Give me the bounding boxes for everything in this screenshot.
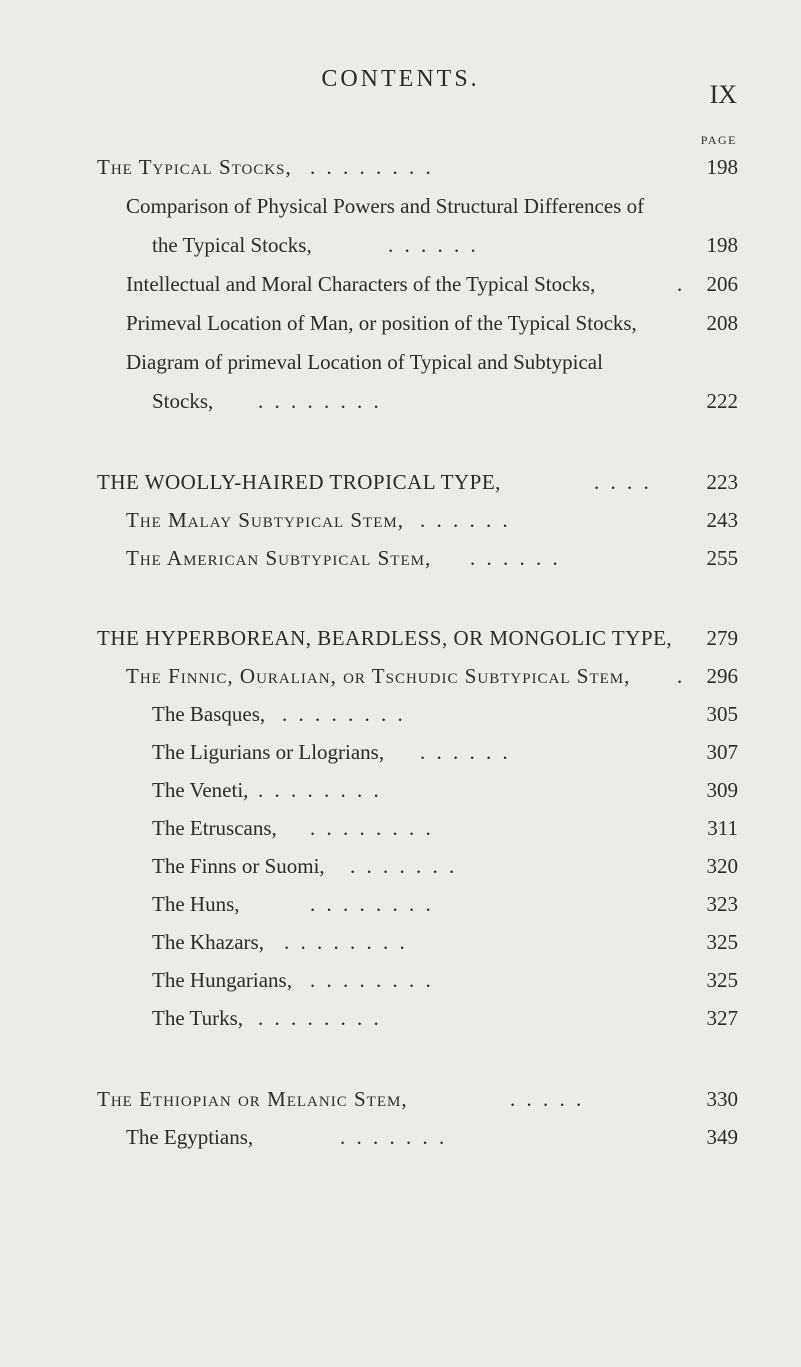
toc-entry — [0, 306, 801, 340]
toc-entry — [0, 887, 801, 921]
toc-entry-page: 198 — [706, 233, 738, 257]
toc-entry-title: Intellectual and Moral Characters of the Typical Stocks, — [126, 272, 596, 296]
toc-entry-leader: . — [677, 272, 686, 296]
toc-entry-leader: . . . . . . . — [350, 854, 458, 878]
toc-entry-page: 311 — [707, 816, 738, 840]
toc-entry-title: The Huns, — [152, 892, 240, 916]
toc-entry-title: Primeval Location of Man, or position of the Typical Stocks, — [126, 311, 637, 335]
toc-entry-page: 323 — [706, 892, 738, 916]
toc-entry-leader: . . . . . . . — [340, 1125, 448, 1149]
toc-entry-title: THE HYPERBOREAN, BEARDLESS, OR MONGOLIC TYPE, — [97, 626, 673, 650]
toc-entry-page: 309 — [706, 778, 738, 802]
toc-entry-page: 330 — [706, 1087, 738, 1111]
toc-entry-leader: . . . . — [594, 470, 652, 494]
toc-entry-page: 222 — [706, 389, 738, 413]
toc-entry — [0, 735, 801, 769]
toc-entry — [0, 659, 801, 693]
toc-entry — [0, 150, 801, 184]
toc-entry — [0, 963, 801, 997]
toc-entry — [0, 621, 801, 655]
toc-entry — [0, 925, 801, 959]
toc-entry-page: 307 — [706, 740, 738, 764]
toc-entry-leader: . . . . . . — [470, 546, 561, 570]
toc-entry-leader: . . . . . . — [420, 740, 511, 764]
toc-entry-page: 243 — [706, 508, 738, 532]
toc-entry — [0, 1082, 801, 1116]
toc-entry-leader: . . . . . . . . — [258, 778, 382, 802]
toc-entry-title: The Finns or Suomi, — [152, 854, 325, 878]
toc-entry — [0, 465, 801, 499]
toc-entry-title: THE WOOLLY-HAIRED TROPICAL TYPE, — [97, 470, 501, 494]
toc-entry — [0, 1001, 801, 1035]
toc-entry-leader: . . . . . . . . — [310, 816, 434, 840]
toc-entry — [0, 541, 801, 575]
toc-entry-title: The Etruscans, — [152, 816, 277, 840]
toc-entry-leader: . . . . . . — [420, 508, 511, 532]
toc-entry-page: 223 — [706, 470, 738, 494]
toc-entry — [0, 189, 801, 223]
toc-entry-title: The Veneti, — [152, 778, 249, 802]
page-heading: CONTENTS. — [321, 66, 480, 92]
toc-entry-title: The Turks, — [152, 1006, 244, 1030]
toc-entry-title: the Typical Stocks, — [152, 233, 312, 257]
page-column-label: PAGE — [700, 133, 737, 147]
toc-entry-title: Stocks, — [152, 389, 214, 413]
toc-entry-leader: . . . . . — [510, 1087, 585, 1111]
toc-entry — [0, 811, 801, 845]
toc-entry-page: 255 — [706, 546, 738, 570]
toc-entry-title: The Khazars, — [152, 930, 264, 954]
toc-entry-leader: . . . . . . . . — [310, 155, 434, 179]
toc-entry-title: The Typical Stocks, — [97, 155, 292, 179]
toc-entry-page: 327 — [706, 1006, 738, 1030]
toc-entry-leader: . . . . . . . . — [282, 702, 406, 726]
page-number: IX — [709, 80, 737, 109]
toc-entry — [0, 849, 801, 883]
toc-entry — [0, 697, 801, 731]
toc-entry-page: 320 — [706, 854, 738, 878]
toc-entry-page: 206 — [706, 272, 738, 296]
toc-entry-leader: . . . . . . . . — [258, 389, 382, 413]
toc-entry-title: The Ligurians or Llogrians, — [152, 740, 385, 764]
toc-entry-title: Comparison of Physical Powers and Structural Differences of — [126, 194, 645, 218]
toc-entry — [0, 267, 801, 301]
toc-entry — [0, 1120, 801, 1154]
toc-entry — [0, 503, 801, 537]
toc-entry-page: 349 — [706, 1125, 738, 1149]
toc-entry-page: 296 — [706, 664, 738, 688]
toc-entry-page: 208 — [706, 311, 738, 335]
toc-entry-title: The Ethiopian or Melanic Stem, — [97, 1087, 408, 1111]
toc-entry-title: The Egyptians, — [126, 1125, 254, 1149]
toc-entry — [0, 384, 801, 418]
toc-entry-leader: . . . . . . . . — [284, 930, 408, 954]
toc-entry-page: 305 — [706, 702, 738, 726]
toc-entry-page: 325 — [706, 930, 738, 954]
toc-entry-leader: . . . . . . . . — [258, 1006, 382, 1030]
toc-entry-page: 279 — [706, 626, 738, 650]
toc-entry-page: 325 — [706, 968, 738, 992]
toc-entry-leader: . . . . . . . . — [310, 892, 434, 916]
toc-entry-page: 198 — [706, 155, 738, 179]
toc-entry-title: Diagram of primeval Location of Typical and Subtypical — [126, 350, 603, 374]
toc-entry — [0, 228, 801, 262]
toc-entry-title: The American Subtypical Stem, — [126, 546, 432, 570]
toc-entry-leader: . — [677, 664, 686, 688]
toc-entry-leader: . . . . . . . . — [310, 968, 434, 992]
toc-entry-title: The Malay Subtypical Stem, — [126, 508, 404, 532]
toc-entry-title: The Finnic, Ouralian, or Tschudic Subtypical Stem, — [126, 664, 631, 688]
toc-entry-title: The Hungarians, — [152, 968, 292, 992]
toc-entry-leader: . . . . . . — [388, 233, 479, 257]
toc-entry — [0, 345, 801, 379]
toc-entry-title: The Basques, — [152, 702, 266, 726]
toc-entry — [0, 773, 801, 807]
